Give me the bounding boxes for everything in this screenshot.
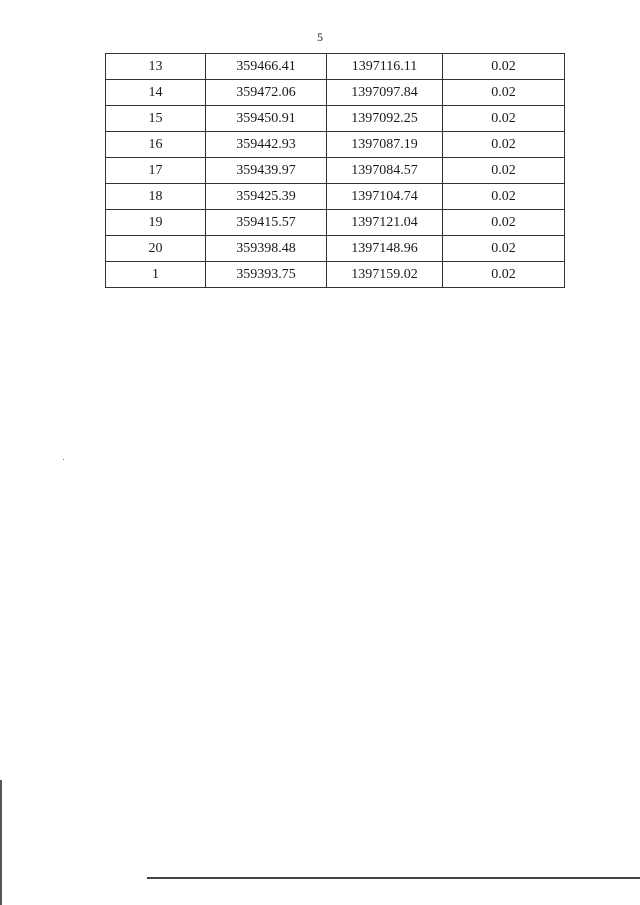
error-cell: 0.02 [443, 236, 565, 262]
table-row [106, 184, 565, 210]
error-cell: 0.02 [443, 54, 565, 80]
x-coordinate-cell: 359439.97 [206, 158, 327, 184]
y-coordinate-cell: 1397087.19 [327, 132, 443, 158]
table-row [106, 158, 565, 184]
table-row [106, 132, 565, 158]
table-row [106, 80, 565, 106]
point-number-cell: 14 [106, 80, 206, 106]
x-coordinate-cell: 359472.06 [206, 80, 327, 106]
table-row [106, 210, 565, 236]
x-coordinate-cell: 359393.75 [206, 262, 327, 288]
error-cell: 0.02 [443, 262, 565, 288]
y-coordinate-cell: 1397116.11 [327, 54, 443, 80]
error-cell: 0.02 [443, 80, 565, 106]
y-coordinate-cell: 1397092.25 [327, 106, 443, 132]
table-row [106, 262, 565, 288]
point-number-cell: 1 [106, 262, 206, 288]
y-coordinate-cell: 1397121.04 [327, 210, 443, 236]
scan-speck [63, 459, 64, 460]
x-coordinate-cell: 359398.48 [206, 236, 327, 262]
error-cell: 0.02 [443, 184, 565, 210]
coordinates-table [105, 53, 565, 288]
error-cell: 0.02 [443, 158, 565, 184]
y-coordinate-cell: 1397084.57 [327, 158, 443, 184]
y-coordinate-cell: 1397104.74 [327, 184, 443, 210]
error-cell: 0.02 [443, 210, 565, 236]
y-coordinate-cell: 1397097.84 [327, 80, 443, 106]
point-number-cell: 17 [106, 158, 206, 184]
point-number-cell: 18 [106, 184, 206, 210]
x-coordinate-cell: 359442.93 [206, 132, 327, 158]
table-row [106, 236, 565, 262]
x-coordinate-cell: 359466.41 [206, 54, 327, 80]
error-cell: 0.02 [443, 132, 565, 158]
table-row [106, 106, 565, 132]
point-number-cell: 13 [106, 54, 206, 80]
scan-bottom-edge-line [147, 877, 640, 879]
error-cell: 0.02 [443, 106, 565, 132]
point-number-cell: 20 [106, 236, 206, 262]
x-coordinate-cell: 359450.91 [206, 106, 327, 132]
scan-left-edge-line [0, 780, 2, 905]
page-number: 5 [317, 30, 323, 44]
point-number-cell: 19 [106, 210, 206, 236]
point-number-cell: 15 [106, 106, 206, 132]
y-coordinate-cell: 1397148.96 [327, 236, 443, 262]
y-coordinate-cell: 1397159.02 [327, 262, 443, 288]
table-row [106, 54, 565, 80]
point-number-cell: 16 [106, 132, 206, 158]
x-coordinate-cell: 359415.57 [206, 210, 327, 236]
x-coordinate-cell: 359425.39 [206, 184, 327, 210]
